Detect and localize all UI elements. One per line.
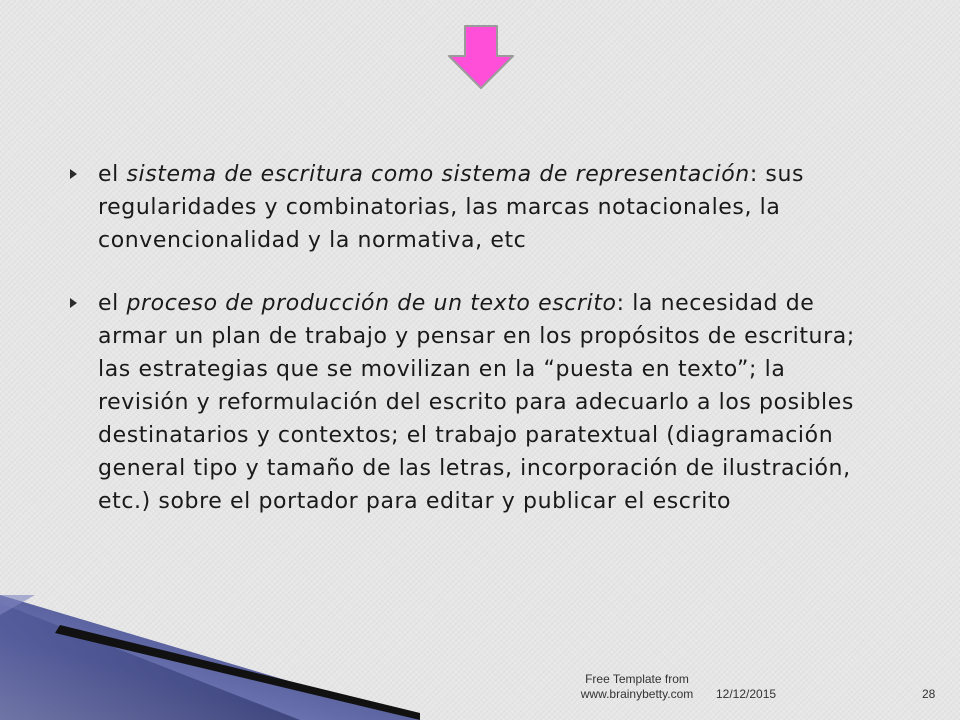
bullet-list bbox=[70, 158, 860, 548]
bullet-text: el sistema de escritura como sistema de representación: sus regularidades y combinatorias, las marcas notacionales, la convencionalidad y la normativa, etc bbox=[98, 162, 805, 253]
page-number: 28 bbox=[922, 687, 936, 701]
bullet-item bbox=[70, 287, 860, 518]
footer-template-credit: Free Template from www.brainybetty.com bbox=[580, 672, 694, 701]
footer-date: 12/12/2015 bbox=[716, 687, 777, 701]
bullet-text: el proceso de producción de un texto escrito: la necesidad de armar un plan de trabajo y pensar en los propósitos de escritura; las estrategias que se movilizan en la “puesta en texto”; la revisión y reformulación del escrito para adecuarlo a los posibles destinatarios y contextos; el trabajo paratextual (diagramación general tipo y tamaño de las letras, incorporación de ilustración, etc.) sobre el portador para editar y publicar el escrito bbox=[98, 291, 855, 514]
bullet-arrow-icon bbox=[70, 169, 77, 179]
down-arrow-icon bbox=[445, 24, 517, 90]
bullet-arrow-icon bbox=[70, 298, 77, 308]
corner-decoration bbox=[0, 595, 420, 720]
bullet-item bbox=[70, 158, 860, 257]
